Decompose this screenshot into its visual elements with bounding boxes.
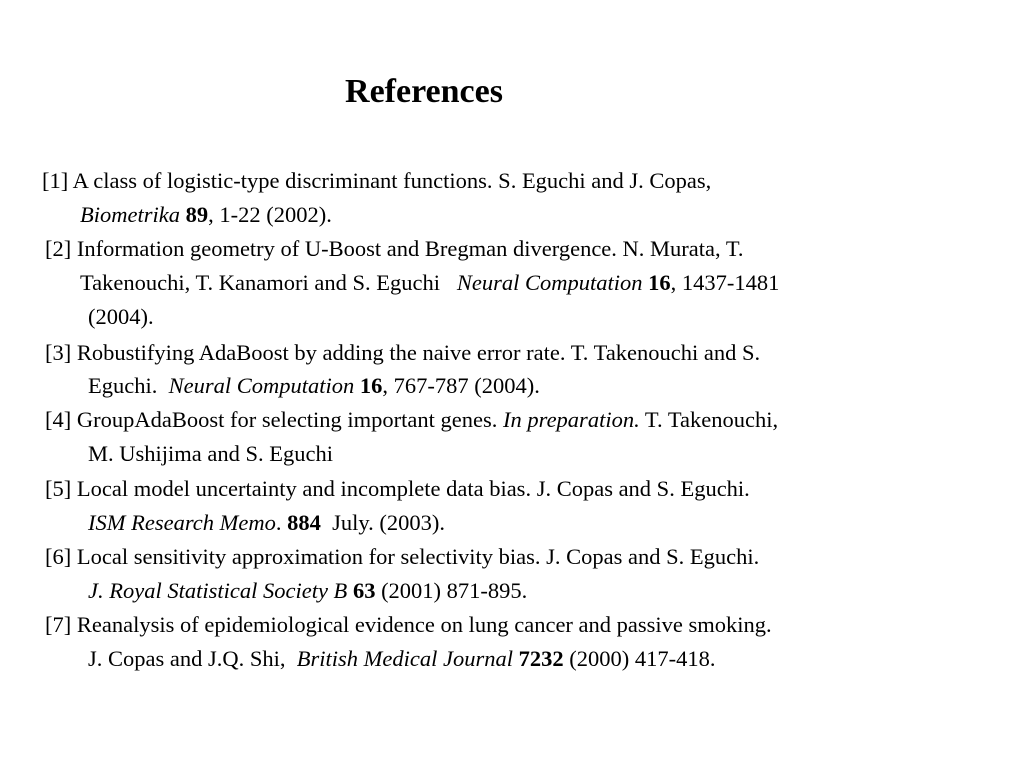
reference-5-line-1 — [45, 476, 750, 502]
reference-1-journal: Biometrika — [80, 202, 180, 227]
reference-6-pages: (2001) 871-895. — [381, 578, 528, 603]
reference-7-text: [7] Reanalysis of epidemiological evidence on lung cancer and passive smoking. — [45, 612, 772, 637]
reference-1-pages: , 1-22 (2002). — [208, 202, 332, 227]
reference-7-volume: 7232 — [518, 646, 564, 671]
reference-3-line-1 — [45, 340, 760, 366]
reference-5-line-2 — [88, 510, 445, 536]
reference-3-text: [3] Robustifying AdaBoost by adding the naive error rate. T. Takenouchi and S. — [45, 340, 761, 365]
reference-3-line-2 — [88, 373, 540, 399]
reference-2-line-2 — [80, 270, 779, 296]
page-title: References — [345, 73, 503, 110]
reference-3-authors: Eguchi. — [88, 373, 158, 398]
reference-1-line-2 — [80, 202, 332, 228]
reference-7-line-1 — [45, 612, 772, 638]
reference-2-journal: Neural Computation — [456, 270, 643, 295]
reference-2-authors: Takenouchi, T. Kanamori and S. Eguchi — [80, 270, 440, 295]
reference-7-line-2 — [88, 646, 715, 672]
reference-5-dot: . — [275, 510, 282, 535]
reference-3-volume: 16 — [359, 373, 383, 398]
reference-6-journal: J. Royal Statistical Society B — [88, 578, 348, 603]
reference-6-line-1 — [45, 544, 759, 570]
reference-5-date: July. (2003). — [332, 510, 446, 535]
reference-4-line-2 — [88, 441, 333, 467]
reference-3-pages: , 767-787 (2004). — [382, 373, 540, 398]
reference-1-text: [1] A class of logistic-type discriminant functions. S. Eguchi and J. Copas, — [42, 168, 712, 193]
reference-4-authors-cont: M. Ushijima and S. Eguchi — [88, 441, 333, 466]
reference-2-volume: 16 — [648, 270, 671, 295]
reference-5-journal: ISM Research Memo — [88, 510, 276, 535]
reference-1-volume: 89 — [185, 202, 209, 227]
reference-2-line-3 — [88, 304, 154, 330]
reference-6-line-2 — [88, 578, 527, 604]
reference-2-year: (2004). — [88, 304, 154, 329]
reference-7-pages: (2000) 417-418. — [569, 646, 716, 671]
reference-4-authors: T. Takenouchi, — [644, 407, 779, 432]
reference-5-text: [5] Local model uncertainty and incomplete data bias. J. Copas and S. Eguchi. — [45, 476, 750, 501]
reference-6-volume: 63 — [352, 578, 376, 603]
reference-4-status: In preparation. — [503, 407, 640, 432]
reference-6-text: [6] Local sensitivity approximation for selectivity bias. J. Copas and S. Eguchi. — [45, 544, 760, 569]
reference-1-line-1 — [42, 168, 711, 194]
reference-2-pages: , 1437-1481 — [670, 270, 780, 295]
reference-2-text: [2] Information geometry of U-Boost and Bregman divergence. N. Murata, T. — [45, 236, 744, 261]
reference-4-title: [4] GroupAdaBoost for selecting important genes. — [45, 407, 498, 432]
reference-3-journal: Neural Computation — [168, 373, 355, 398]
reference-5-volume: 884 — [287, 510, 321, 535]
reference-2-line-1 — [45, 236, 744, 262]
reference-4-line-1 — [45, 407, 778, 433]
reference-7-journal: British Medical Journal — [296, 646, 513, 671]
reference-7-authors: J. Copas and J.Q. Shi, — [88, 646, 286, 671]
